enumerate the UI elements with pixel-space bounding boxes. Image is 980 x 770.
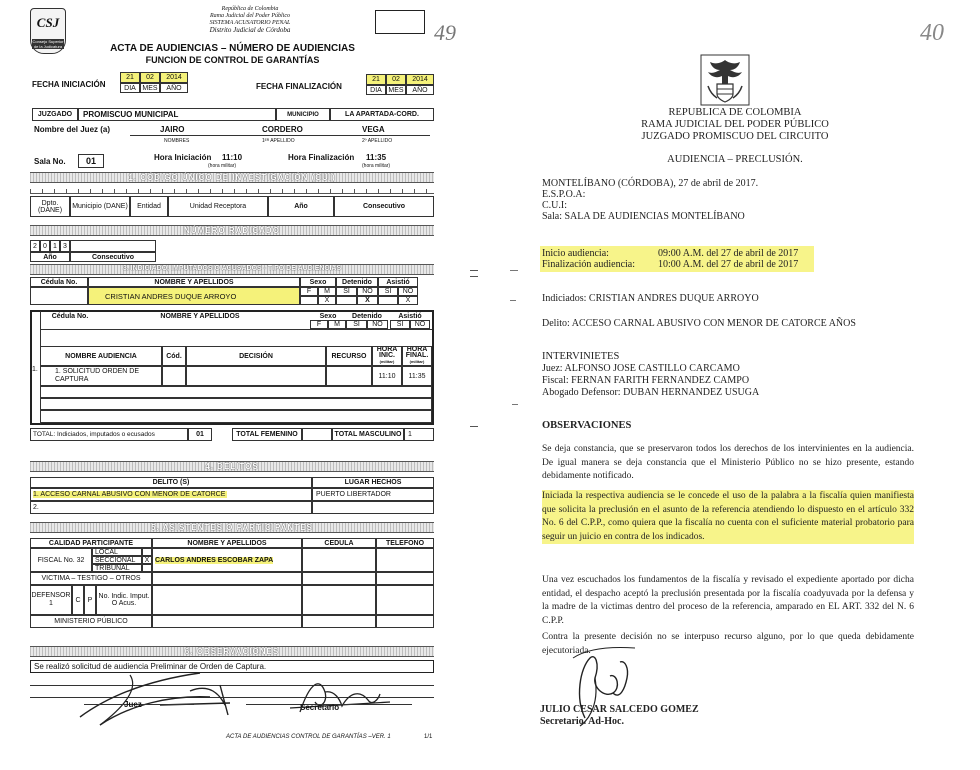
total-masc-value: 1 xyxy=(404,428,434,441)
form-page: 1/1 xyxy=(424,734,433,740)
audiencia-hora-inicio: 11:10 xyxy=(372,366,402,386)
detenido-si-2: SI xyxy=(346,320,367,329)
band-asistentes-label: 5. ASISTENTES O PARTICIPANTES xyxy=(151,523,313,532)
radicado-digit: 2 xyxy=(30,240,40,252)
decision-label: DECISIÓN xyxy=(186,346,326,366)
cui-municipio: Municipio (DANE) xyxy=(70,196,130,217)
militar-text-2: (militar) xyxy=(409,359,425,364)
dia-label: DIA xyxy=(120,83,140,93)
band-asistentes xyxy=(30,522,434,533)
stamp-box xyxy=(375,10,425,34)
fiscal-seccional: SECCIONAL xyxy=(92,556,142,564)
row-line xyxy=(40,329,432,330)
lugar-2 xyxy=(312,501,434,514)
audiencia-decision xyxy=(186,366,326,386)
interviniente-fiscal: Fiscal: FERNAN FARITH FERNANDEZ CAMPO xyxy=(542,375,750,386)
anio-label-2: AÑO xyxy=(406,85,434,95)
form-title: ACTA DE AUDIENCIAS – NÚMERO DE AUDIENCIAS xyxy=(110,43,355,54)
apellido2-label: 2º APELLIDO xyxy=(362,138,393,144)
juez-nombre: JAIRO xyxy=(160,125,185,134)
header-line: Distrito Judicial de Córdoba xyxy=(209,26,291,34)
fecha-fin-dia: 21 xyxy=(366,74,386,85)
defensor-telefono xyxy=(376,585,434,615)
defensor-c: C xyxy=(72,585,84,615)
intervinientes-title: INTERVINIETES xyxy=(542,351,620,362)
header-line: Rama Judicial del Poder Público xyxy=(210,13,290,19)
fecha-inicio-dia: 21 xyxy=(120,72,140,83)
victima-label: VICTIMA – TESTIGO – OTROS xyxy=(30,572,152,585)
hora-militar-1: (hora militar) xyxy=(208,163,237,169)
juez-underline xyxy=(130,135,430,136)
juez-sign-label: Juez xyxy=(124,700,142,709)
fecha-fin-mes: 02 xyxy=(386,74,406,85)
cod-label: Cód. xyxy=(162,346,186,366)
espoa: E.S.P.O.A: xyxy=(542,189,586,200)
band-cui-label: 1. CÓDIGO ÚNICO DE INVESTIGACIÓN (CUI) xyxy=(128,173,336,182)
hora-inicio-label: Hora Iniciación xyxy=(154,153,212,162)
detenido-label-2: Detenido xyxy=(352,312,382,320)
defensor-p: P xyxy=(84,585,96,615)
fiscal-local-mark xyxy=(142,548,152,556)
hora-fin-value: 11:35 xyxy=(366,153,387,162)
detenido-no-2: NO xyxy=(367,320,388,329)
observacion-text: Se realizó solicitud de audiencia Preliminar de Orden de Captura. xyxy=(34,662,267,671)
dia-label-2: DIA xyxy=(366,85,386,95)
sala-value: 01 xyxy=(78,154,104,168)
juzgado-circuito: JUZGADO PROMISCUO DEL CIRCUITO xyxy=(641,131,829,142)
hora-fin-label: Hora Finalización xyxy=(288,153,355,162)
radicado-digit: 3 xyxy=(60,240,70,252)
defensor-cedula xyxy=(302,585,376,615)
detenido-si-mark xyxy=(336,296,357,305)
hora-inic-label xyxy=(372,346,402,366)
nombre-apellidos-label-2: NOMBRE Y APELLIDOS xyxy=(160,312,240,320)
fiscal-local: LOCAL xyxy=(92,548,142,556)
municipio-label: MUNICIPIO xyxy=(276,108,330,121)
radicado-digit: 0 xyxy=(40,240,50,252)
sala-label: Sala No. xyxy=(34,157,66,166)
cui-entidad: Entidad xyxy=(130,196,168,217)
ministerio-cedula xyxy=(302,615,376,628)
page-edge-marks-right xyxy=(512,404,518,405)
telefono-label: TELEFONO xyxy=(376,538,434,548)
lugar-label: LUGAR HECHOS xyxy=(312,477,434,488)
militar-text: (militar) xyxy=(379,359,395,364)
page-edge-marks xyxy=(470,160,490,760)
indiciado-name: CRISTIAN ANDRES DUQUE ARROYO xyxy=(88,287,300,305)
sexo-f: F xyxy=(300,287,318,296)
victima-cedula xyxy=(302,572,376,585)
fecha-fin-anio: 2014 xyxy=(406,74,434,85)
firma-cargo: Secretario. Ad-Hoc. xyxy=(540,716,624,727)
firma-nombre: JULIO CESAR SALCEDO GOMEZ xyxy=(540,704,699,715)
asistio-no-2: NO xyxy=(410,320,430,329)
calidad-label: CALIDAD PARTICIPANTE xyxy=(30,538,152,548)
asistio-si: SI xyxy=(378,287,398,296)
asistio-no-mark: X xyxy=(398,296,418,305)
fiscal-telefono xyxy=(376,548,434,572)
radicado-empty xyxy=(70,240,156,252)
sexo-m-mark: X xyxy=(318,296,336,305)
fiscal-name: CARLOS ANDRES ESCOBAR ZAPA xyxy=(155,556,274,564)
hora-final-label xyxy=(402,346,432,366)
republica: REPUBLICA DE COLOMBIA xyxy=(668,107,802,118)
csj-logo xyxy=(30,8,66,54)
nombre-apellidos-label-3: NOMBRE Y APELLIDOS xyxy=(152,538,302,548)
sexo-label-2: Sexo xyxy=(319,312,337,320)
total-fem-label: TOTAL FEMENINO xyxy=(232,428,302,441)
fin-value: 10:00 A.M. del 27 de abril de 2017 xyxy=(658,259,799,270)
radicado-digit: 1 xyxy=(50,240,60,252)
cedula-label-2: Cédula No. xyxy=(51,312,89,320)
handwritten-page-number-right: 40 xyxy=(920,20,944,46)
page-edge-marks-right xyxy=(510,270,518,271)
header-line: República de Colombia xyxy=(221,6,279,12)
delito-2: 2. xyxy=(30,501,312,514)
fecha-inicio-anio: 2014 xyxy=(160,72,188,83)
juez-apellido1: CORDERO xyxy=(262,125,303,134)
nombres-label: NOMBRES xyxy=(164,138,190,144)
asistio-si-mark xyxy=(378,296,398,305)
juzgado-label: JUZGADO xyxy=(32,108,78,121)
ministerio-name xyxy=(152,615,302,628)
band-indiciados xyxy=(30,264,434,275)
row-number: 1. xyxy=(32,366,38,373)
detenido-label: Detenido xyxy=(336,277,378,287)
fiscal-name-cell xyxy=(152,548,302,572)
apellido1-label: 1ᴱᴿ APELLIDO xyxy=(262,138,295,144)
handwritten-page-number: 49 xyxy=(434,20,456,45)
defensor-opts: No. Indic. Imput. O Acus. xyxy=(96,585,152,615)
sexo-m-2: M xyxy=(328,320,346,329)
fecha-fin-label: FECHA FINALIZACIÓN xyxy=(256,82,342,91)
fiscal-seccional-mark: X xyxy=(142,556,152,564)
delito-1 xyxy=(30,488,312,501)
band-radicado xyxy=(30,225,434,236)
form-subtitle: FUNCION DE CONTROL DE GARANTÍAS xyxy=(145,55,320,65)
hora-final-text: HORA FINAL. xyxy=(405,346,429,359)
mes-label-2: MES xyxy=(386,85,406,95)
asistio-si-2: SI xyxy=(390,320,410,329)
header-line: SISTEMA ACUSATORIO PENAL xyxy=(209,20,291,26)
cui-ticks xyxy=(30,186,434,194)
band-delitos-label: 4. DELITOS xyxy=(205,462,259,471)
victima-telefono xyxy=(376,572,434,585)
csj-logo-sub: Consejo Superior de la Judicatura xyxy=(32,39,64,49)
sexo-f-2: F xyxy=(310,320,328,329)
inicio-value: 09:00 A.M. del 27 de abril de 2017 xyxy=(658,248,799,259)
hora-inicio-value: 11:10 xyxy=(222,153,243,162)
cedula-label: Cédula No. xyxy=(30,277,88,287)
band-observaciones-label: 6. OBSERVACIONES xyxy=(184,647,280,656)
fiscal-tribunal: TRIBUNAL xyxy=(92,564,142,572)
band-delitos xyxy=(30,461,434,472)
fiscal-label: FISCAL No. 32 xyxy=(30,548,92,572)
fiscal-cedula xyxy=(302,548,376,572)
band-cui xyxy=(30,172,434,183)
secretario-signature xyxy=(280,672,400,722)
nombre-apellidos-label: NOMBRE Y APELLIDOS xyxy=(88,277,300,287)
audiencia-hora-fin: 11:35 xyxy=(402,366,432,386)
fecha-inicio-label: FECHA INICIACIÓN xyxy=(32,80,106,89)
paragraph-1: Se deja constancia, que se preservaron todos los derechos de los intervinientes en la audiencia. De igual manera se deja constancia que el Ministerio Público no se hizo presente, estando debidamente notificado. xyxy=(542,444,914,481)
defensor-name xyxy=(152,585,302,615)
paragraph-2: Iniciada la respectiva audiencia se le concede el uso de la palabra a la fiscalía quien manifiesta que solicita la preclusión en el asunto de la referencia atendiendo lo dispuesto en el artículo 332 No. 6 del C.P.P., como quiera que la fiscalía no cuenta con el suficiente material probatorio para seguir un juicio en contra de los indicados. xyxy=(542,490,914,544)
juez-label: Nombre del Juez (a) xyxy=(34,125,111,134)
mes-label: MES xyxy=(140,83,160,93)
cui-anio: Año xyxy=(268,196,334,217)
hora-inic-text: HORA INIC. xyxy=(376,346,398,359)
coat-of-arms-icon xyxy=(700,54,750,106)
interviniente-abogado: Abogado Defensor: DUBAN HERNANDEZ USUGA xyxy=(542,387,760,398)
delito-1-text: 1. ACCESO CARNAL ABUSIVO CON MENOR DE CATORCE xyxy=(33,491,226,498)
cui-consecutivo: Consecutivo xyxy=(334,196,434,217)
hora-militar-2: (hora militar) xyxy=(362,163,391,169)
lugar-fecha: MONTELÍBANO (CÓRDOBA), 27 de abril de 2017. xyxy=(542,178,759,189)
total-value: 01 xyxy=(188,428,212,441)
interviniente-juez: Juez: ALFONSO JOSE CASTILLO CARCAMO xyxy=(542,363,740,374)
audiencia-name: 1. SOLICITUD ORDEN DE CAPTURA xyxy=(40,366,162,386)
sexo-f-mark xyxy=(300,296,318,305)
detenido-no-mark: X xyxy=(357,296,378,305)
cedula-value xyxy=(30,287,88,305)
nombre-audiencia-label: NOMBRE AUDIENCIA xyxy=(40,346,162,366)
victima-name xyxy=(152,572,302,585)
total-masc-label: TOTAL MASCULINO xyxy=(332,428,404,441)
detenido-no: NO xyxy=(357,287,378,296)
radicado-anio-label: Año xyxy=(30,252,70,262)
ministerio-label: MINISTERIO PÚBLICO xyxy=(30,615,152,628)
rama-judicial: RAMA JUDICIAL DEL PODER PÚBLICO xyxy=(641,119,829,130)
juez-signature xyxy=(60,655,250,735)
audiencia-row-empty xyxy=(40,410,432,423)
right-document xyxy=(490,0,980,770)
cui-unidad: Unidad Receptora xyxy=(168,196,268,217)
ministerio-telefono xyxy=(376,615,434,628)
cui: C.U.I: xyxy=(542,200,567,211)
recurso-label: RECURSO xyxy=(326,346,372,366)
lugar-1: PUERTO LIBERTADOR xyxy=(312,488,434,501)
asistio-label: Asistió xyxy=(378,277,418,287)
defensor-label: DEFENSOR 1 xyxy=(30,585,72,615)
indiciados: Indiciados: CRISTIAN ANDRES DUQUE ARROYO xyxy=(542,293,759,304)
asistio-label-2: Asistió xyxy=(398,312,422,320)
delito: Delito: ACCESO CARNAL ABUSIVO CON MENOR DE CATORCE AÑOS xyxy=(542,318,856,329)
cui-dpto: Dpto. (DANE) xyxy=(30,196,70,217)
asistio-no: NO xyxy=(398,287,418,296)
sexo-label: Sexo xyxy=(300,277,336,287)
observaciones-title: OBSERVACIONES xyxy=(542,420,632,431)
paragraph-4: Contra la presente decisión no se interpuso recurso alguno, por lo que queda debidamente ejecutoriada. xyxy=(542,632,914,656)
sala: Sala: SALA DE AUDIENCIAS MONTELÍBANO xyxy=(542,211,745,222)
csj-logo-text: CSJ xyxy=(36,15,60,30)
audiencia-title: AUDIENCIA – PRECLUSIÓN. xyxy=(667,154,803,165)
band-radicado-label: NÚMERO RADICADO xyxy=(184,226,280,235)
header-lines xyxy=(150,6,350,34)
total-fem-value xyxy=(302,428,332,441)
audiencia-recurso xyxy=(326,366,372,386)
paragraph-3: Una vez escuchados los fundamentos de la fiscalía y revisado el expediente aportado por dicha entidad, el despacho aceptó la preclusión presentada por la fiscalía coadyuvada por la defensa y la madre de la victimas dentro del proceso de la referencia, amparado en EL ART. 332 del N. 6 C.P.P. xyxy=(542,575,914,626)
audiencia-row-empty xyxy=(40,398,432,410)
anio-label: AÑO xyxy=(160,83,188,93)
sexo-m: M xyxy=(318,287,336,296)
fiscal-tribunal-mark xyxy=(142,564,152,572)
total-label: TOTAL: Indiciados, imputados o ecusados xyxy=(30,428,188,441)
audiencia-row-empty xyxy=(40,386,432,398)
juez-apellido2: VEGA xyxy=(362,125,385,134)
fecha-inicio-mes: 02 xyxy=(140,72,160,83)
secretario-sign-label: Secretario xyxy=(300,703,340,712)
detenido-si: SI xyxy=(336,287,357,296)
page-edge-marks-right xyxy=(510,300,516,301)
fin-label: Finalización audiencia: xyxy=(542,259,636,270)
band-indiciados-label: 3. INDICIADO, IMPUTADOS O ACUSADOS - TIPO DE AUDIENCIAS xyxy=(122,265,342,272)
delito-label: DELITO (S) xyxy=(30,477,312,488)
form-footer: ACTA DE AUDIENCIAS CONTROL DE GARANTÍAS –VER. 1 xyxy=(226,734,391,740)
audiencia-cod xyxy=(162,366,186,386)
radicado-consec-label: Consecutivo xyxy=(70,252,156,262)
juzgado-value: PROMISCUO MUNICIPAL xyxy=(78,108,276,121)
cedula-label-3: CEDULA xyxy=(302,538,376,548)
municipio-value: LA APARTADA-CORD. xyxy=(330,108,434,121)
inicio-label: Inicio audiencia: xyxy=(542,248,609,259)
